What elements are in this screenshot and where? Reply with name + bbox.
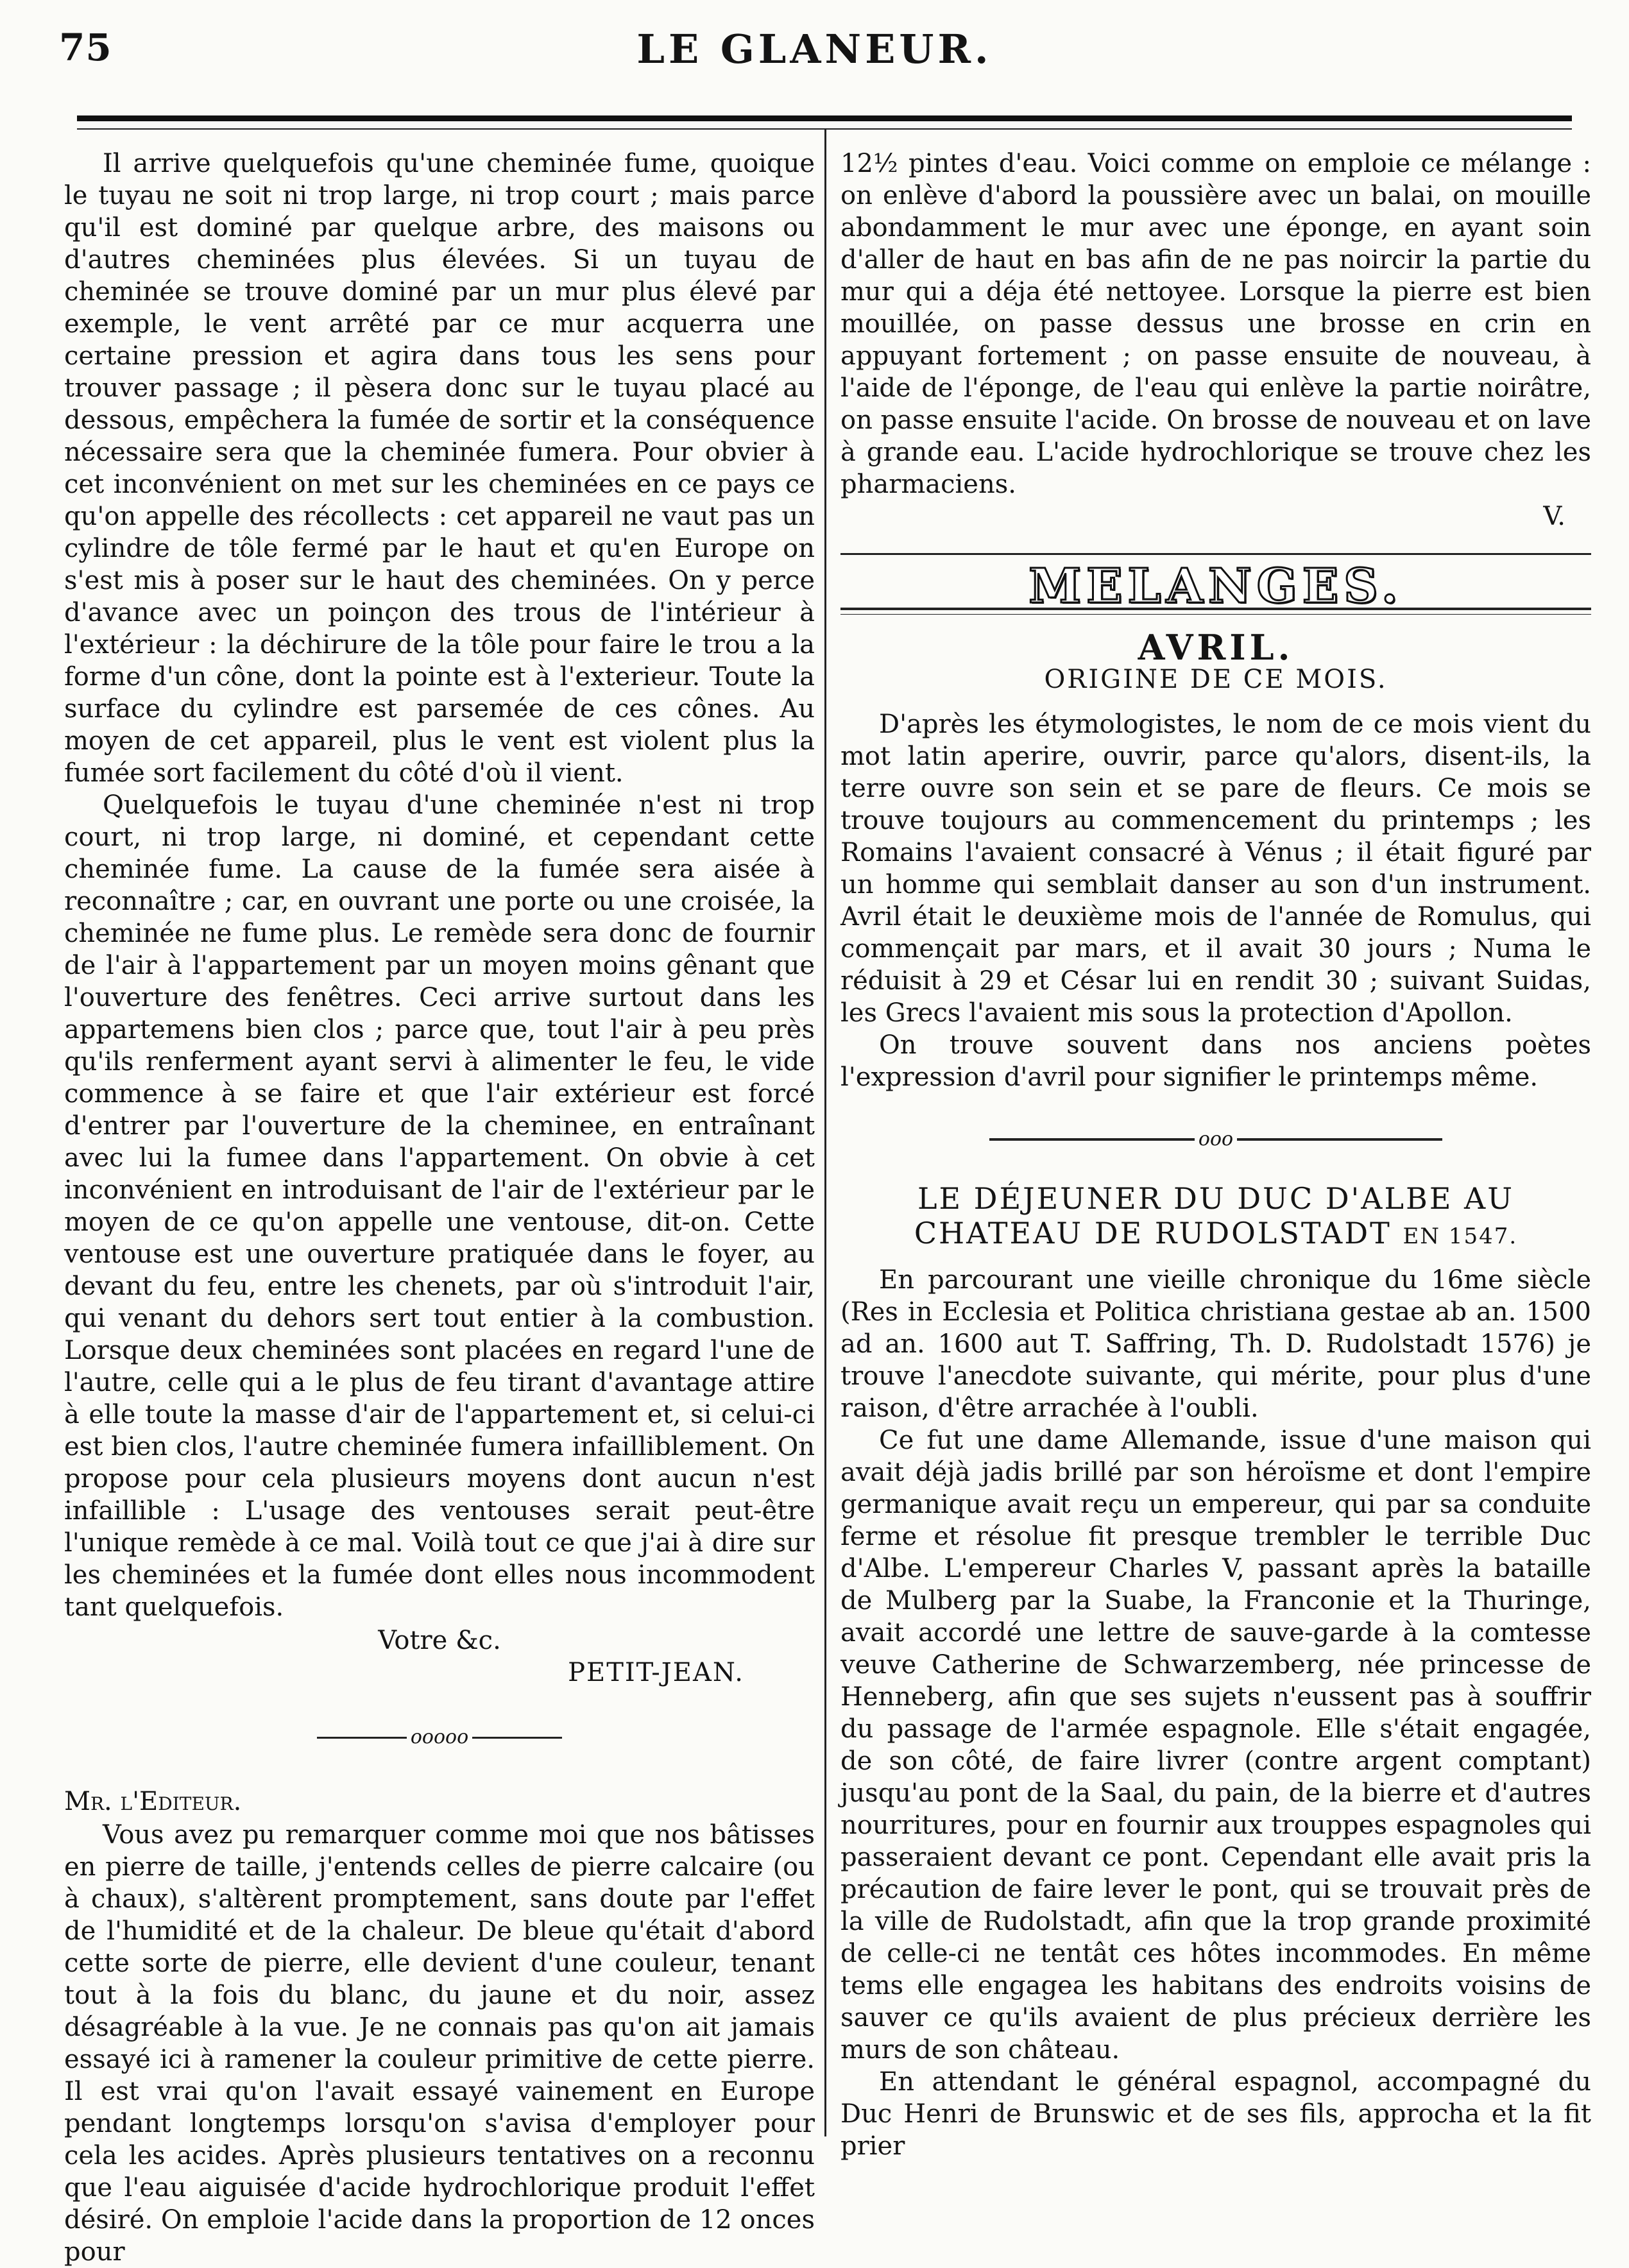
right-column (840, 148, 1591, 2161)
letter-initial: V. (1543, 502, 1565, 531)
article-paragraph: D'après les étymologistes, le nom de ce mois vient du mot latin aperire, ouvrir, parce qu'alors, disent-ils, la terre ouvre son sein et se pare de fleurs. Ce mois se trouve toujours au commencement du printemps ; les Romains l'avaient consacré à Vénus ; il était figuré par un homme qui semblait danser au son d'un instrument. Avril était le deuxième mois de l'année de Romulus, qui commençait par mars, et il avait 30 jours ; Numa le réduisit à 29 et César lui en rendit 30 ; suivant Suidas, les Grecs l'avaient mis sous la protection d'Apollon. (840, 710, 1591, 1028)
letter-paragraph: Quelquefois le tuyau d'une cheminée n'est ni trop court, ni trop large, ni dominé, et cependant cette cheminée fume. La cause de la fumée sera aisée à reconnaître ; car, en ouvrant une porte ou une croisée, la cheminée ne fume plus. Le remède sera donc de fournir de l'air à l'appartement par un moyen moins gênant que l'ouverture des fenêtres. Ceci arrive surtout dans les appartemens bien clos ; parce que, tout l'air à peu près qu'ils renferment ayant servi à alimenter le feu, le vide commence à se faire et que l'air extérieur est forcé d'entrer par l'ouverture de la cheminee, en entraînant avec lui la fumee dans l'appartement. On obvie à cet inconvénient en introduisant de l'air de l'extérieur par le moyen de ce qu'on appelle une ventouse, dit-on. Cette ventouse est une ouverture pratiquée dans le foyer, au devant du feu, entre les chenets, par où s'introduit l'air, qui venant du dehors sert tout entier à la combustion. Lorsque deux cheminées sont placées en regard l'une de l'autre, celle qui a le plus de feu tirant d'avantage attire à elle toute la masse d'air de l'appartement et, si celui-ci est bien clos, l'autre cheminée fumera infailliblement. On propose pour cela plusieurs moyens dont aucun n'est infaillible : L'usage des ventouses serait peut-être l'unique remède à ce mal. Voilà tout ce que j'ai à dire sur les cheminées et la fumée dont elles nous incommodent tant quelquefois. (64, 790, 815, 1622)
article-paragraph: En attendant le général espagnol, accompagné du Duc Henri de Brunswic et de ses fils, approcha et la fit prier (840, 2067, 1591, 2161)
section-ornament (64, 1721, 815, 1753)
letter-paragraph: Il arrive quelquefois qu'une cheminée fume, quoique le tuyau ne soit ni trop large, ni trop court ; mais parce qu'il est dominé par quelque arbre, des maisons ou d'autres cheminées plus élevées. Si un tuyau de cheminée se trouve dominé par un mur plus élevé par exemple, le vent arrêté par ce mur acquerra une certaine pression et agira dans tous les sens pour trouver passage ; il pèsera donc sur le tuyau placé au dessous, empêchera la fumée de sortir et la conséquence nécessaire sera que la cheminée fumera. Pour obvier à cet inconvénient on met sur les cheminées en ce pays ce qu'on appelle des récollects : cet appareil ne vaut pas un cylindre de tôle fermé par le haut et qu'en Europe on s'est mis à poser sur le haut des cheminées. On y perce d'avance avec un poinçon des trous de l'intérieur à l'extérieur : la déchirure de la tôle pour faire le trou a la forme d'un cône, dont la pointe est à l'exterieur. Toute la surface du cylindre est parsemée de ces cônes. Au moyen de cet appareil, plus le vent est violent plus la fumée sort facilement du côté d'où il vient. (64, 149, 815, 788)
article-title-text: LE DÉJEUNER DU DUC D'ALBE AU CHATEAU DE RUDOLSTADT (914, 1181, 1515, 1250)
letter-greeting: Mr. l'Editeur. (64, 1787, 242, 1816)
article-ornament (840, 1121, 1591, 1155)
left-column (64, 148, 815, 2267)
running-title: LE GLANEUR. (636, 26, 993, 72)
article-paragraph: Ce fut une dame Allemande, issue d'une maison qui avait déjà jadis brillé par son héroïsme et dont l'empire germanique avait reçu un empereur, qui par sa conduite ferme et résolue fit presque trembler le terrible Duc d'Albe. L'empereur Charles V, passant après la bataille de Mulberg par la Suabe, la Franconie et la Thuringe, avait accordé une lettre de sauve-garde à la comtesse veuve Catherine de Schwarzemberg, née princesse de Henneberg, afin que ses sujets n'eussent pas à souffrir du passage de l'armée espagnole. Elle s'était engagée, de son côté, de faire livrer (contre argent comptant) jusqu'au pont de la Saal, du pain, de la bierre et d'autres nourritures, pour en fournir aux trouppes espagnoles qui passeraient devant ce pont. Cependant elle avait pris la précaution de faire lever le pont, qui se trouvait près de la ville de Rudolstadt, afin que la trop grande proximité de celle-ci ne tentât ces hôtes incommodes. En même tems elle engagea les habitans des endroits voisins de sauver ce qu'ils avaient de plus précieux derrière les murs de son château. (840, 1426, 1591, 2065)
header-rule-thick (77, 115, 1572, 121)
article-paragraph: En parcourant une vieille chronique du 16me siècle (Res in Ecclesia et Politica christiana gestae ab an. 1500 ad an. 1600 aut T. Saffring, Th. D. Rudolstadt 1576) je trouve l'anecdote suivante, qui mérite, pour plus d'une raison, d'être arrachée à l'oubli. (840, 1265, 1591, 1423)
article-year: EN 1547. (1403, 1224, 1518, 1249)
letter-continuation: 12½ pintes d'eau. Voici comme on emploie ce mélange : on enlève d'abord la poussière avec un balai, on mouille abondamment le mur avec une éponge, en ayant soin d'aller de haut en bas afin de ne pas noircir la partie du mur qui a déja été nettoyee. Lorsque la pierre est bien mouillée, on passe dessus une brosse en crin en appuyant fortement ; on passe ensuite de nouveau, à l'aide de l'éponge, de l'eau qui enlève la partie noirâtre, on passe ensuite l'acide. On brosse de nouveau et on lave à grande eau. L'acide hydrochlorique se trouve chez les pharmaciens. (840, 149, 1591, 499)
page-header (0, 0, 1629, 96)
article-title: AVRIL. (1138, 627, 1294, 668)
letter-closing: Votre &c. (378, 1626, 501, 1655)
page-number: 75 (59, 26, 112, 69)
column-divider (824, 128, 826, 2136)
letter-signature: PETIT-JEAN. (568, 1658, 744, 1687)
ornament-mark: ooo (1198, 1128, 1234, 1150)
ornament-mark: ooooo (410, 1726, 469, 1748)
section-rule (840, 553, 1591, 555)
article-title (840, 1181, 1591, 1254)
letter-paragraph: Vous avez pu remarquer comme moi que nos bâtisses en pierre de taille, j'entends celles de pierre calcaire (ou à chaux), s'altèrent promptement, sans doute par l'effet de l'humidité et de la chaleur. De bleue qu'était d'abord cette sorte de pierre, elle devient d'une couleur, tenant tout à la fois du blanc, du jaune et du noir, assez désagréable à la vue. Je ne connais pas qu'on ait jamais essayé ici à ramener la couleur primitive de cette pierre. Il est vrai qu'on l'avait essayé vainement en Europe pendant longtemps lorsqu'on s'avisa d'employer pour cela les acides. Après plusieurs tentatives on a reconnu que l'eau aiguisée d'acide hydrochlorique produit l'effet désiré. On emploie l'acide dans la proportion de 12 onces pour (64, 1820, 815, 2267)
section-heading: MELANGES. (1028, 559, 1403, 614)
article-subtitle: ORIGINE DE CE MOIS. (1044, 665, 1388, 694)
article-paragraph: On trouve souvent dans nos anciens poètes l'expression d'avril pour signifier le printemps même. (840, 1030, 1591, 1092)
